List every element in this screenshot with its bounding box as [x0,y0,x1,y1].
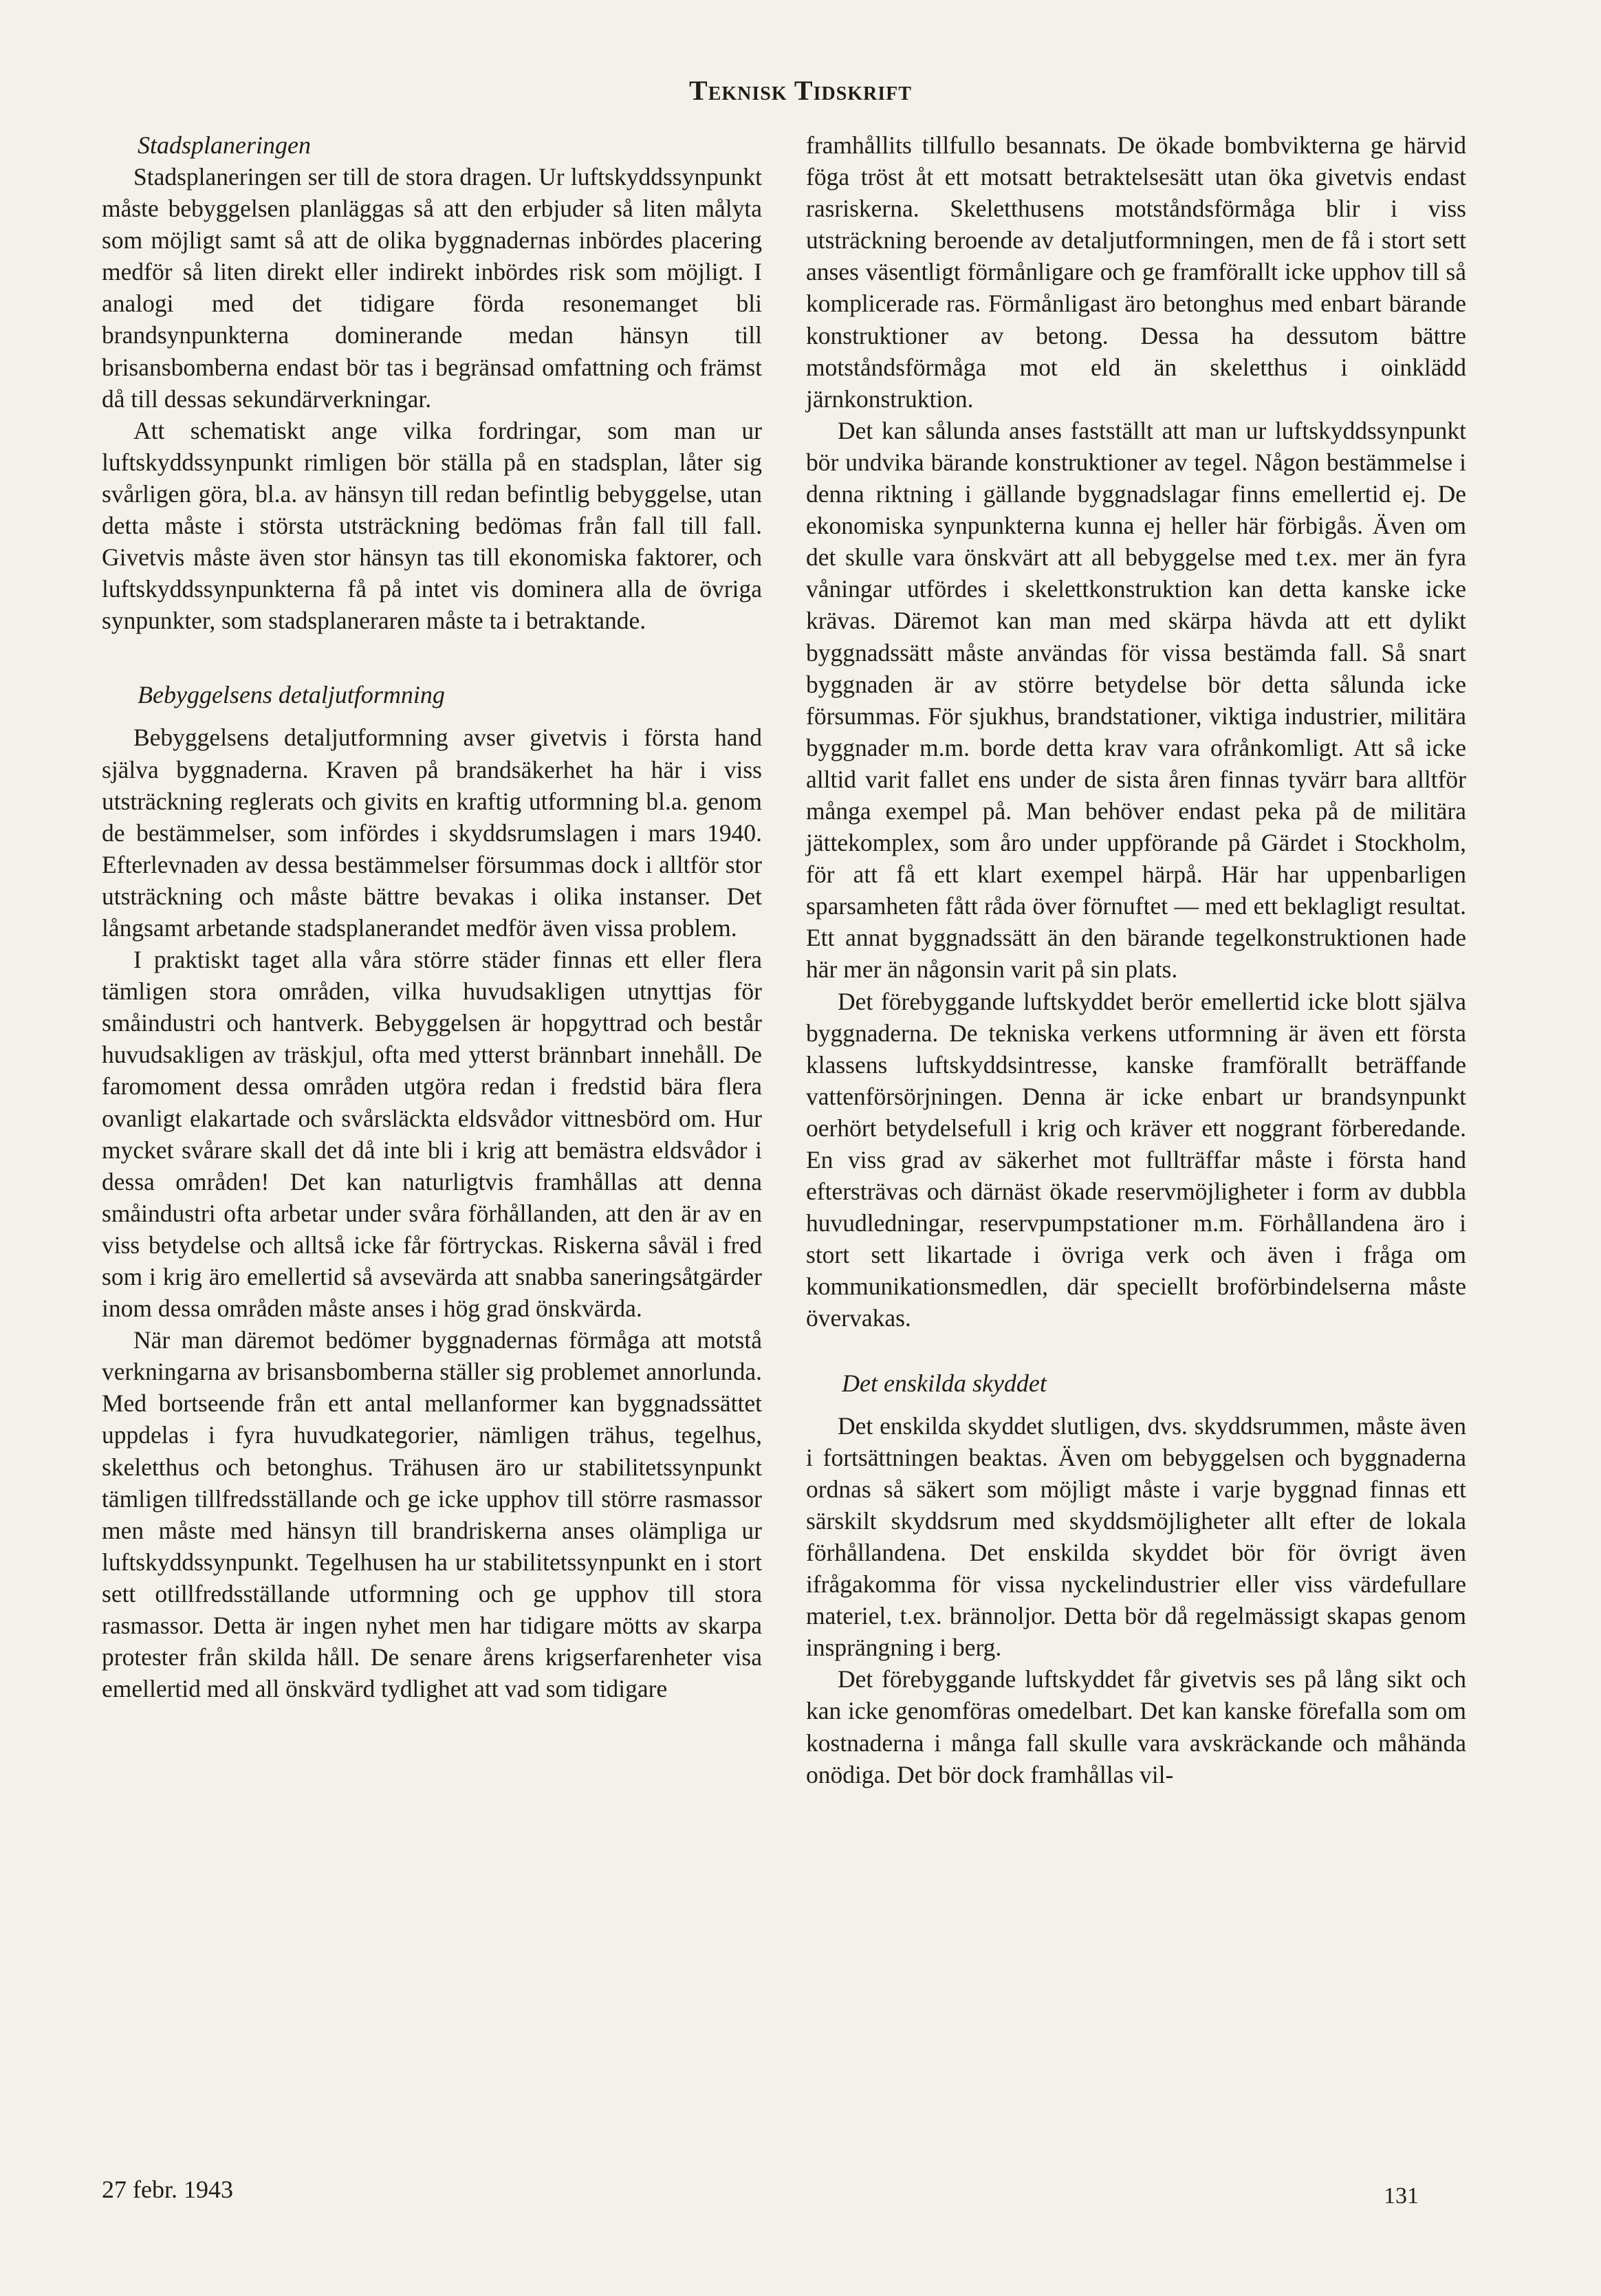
paragraph: I praktiskt taget alla våra större städer finnas ett eller flera tämligen stora områden, vilka huvudsakligen utnyttjas för småindustri och hantverk. Bebyggelsen är hopgyttrad och består huvudsakligen av träskjul, ofta med ytterst brännbart innehåll. De faromoment dessa områden utgöra redan i fredstid bära flera ovanligt elakartade och svårsläckta eldsvådor vittnesbörd om. Hur mycket svårare skall det då inte bli i krig att bemästra eldsvådor i dessa områden! Det kan naturligtvis framhållas att denna småindustri ofta arbetar under svåra förhållanden, att den är av en viss betydelse och alltså icke får förtryckas. Riskerna såväl i fred som i krig äro emellertid så avsevärda att snabba saneringsåtgärder inom dessa områden måste anses i hög grad önskvärda. [102,946,762,1323]
paragraph: Det enskilda skyddet slutligen, dvs. skyddsrummen, måste även i fortsättningen beaktas. Även om bebyggelsen och byggnaderna ordnas så säkert som möjligt måste i varje byggnad finnas ett särskilt skyddsrum med skyddsmöjligheter allt efter de lokala förhållandena. Det enskilda skyddet bör för övrigt även ifrågakomma för vissa nyckelindustrier eller viss värdefullare materiel, t.ex. brännoljor. Detta bör då regelmässigt skapas genom insprängning i berg. [806,1411,1466,1662]
paragraph: Bebyggelsens detaljutformning avser givetvis i första hand själva byggnaderna. Kraven på brandsäkerhet ha här i viss utsträckning reglerats och givits en kraftig utformning bl.a. genom de bestämmelser, som infördes i skyddsrumslagen i mars 1940. Efterlevnaden av dessa bestämmelser försummas dock i alltför stor utsträckning och måste bättre bevakas i olika instanser. Det långsamt arbetande stadsplanerandet medför även vissa problem. [102,724,762,942]
section-heading-stadsplaneringen: Stadsplaneringen [138,131,311,159]
paragraph: framhållits tillfullo besannats. De ökade bombvikterna ge härvid föga tröst åt ett motsatt betraktelsesätt utan öka givetvis endast rasriskerna. Skeletthusens motståndsförmåga blir i viss utsträckning beroende av detaljutformningen, men de få i stort sett anses väsentligt förmånligare och ge framförallt icke upphov till så komplicerade ras. Förmånligast äro betonghus med enbart bärande konstruktioner av betong. Dessa ha dessutom bättre motståndsförmåga mot eld än skeletthus i oinklädd järnkonstruktion. [806,131,1466,413]
journal-masthead: Teknisk Tidskrift [689,75,912,106]
paragraph: Det förebyggande luftskyddet får givetvis ses på lång sikt och kan icke genomföras omedelbart. Det kan kanske förefalla som om kostnaderna i många fall skulle vara avskräckande och måhända onödiga. Det bör dock framhållas vil- [806,1665,1466,1788]
left-column [102,129,762,1704]
right-column [806,129,1466,1790]
page-number: 131 [1384,2183,1419,2209]
section-heading-enskilda-skyddet: Det enskilda skyddet [842,1369,1047,1397]
section-heading-detaljutformning: Bebyggelsens detaljutformning [138,681,445,709]
issue-date: 27 febr. 1943 [102,2176,233,2203]
paragraph: Att schematiskt ange vilka fordringar, som man ur luftskyddssynpunkt rimligen bör ställa på en stadsplan, låter sig svårligen göra, bl.a. av hänsyn till redan befintlig bebyggelse, utan detta måste i största utsträckning bedömas från fall till fall. Givetvis måste även stor hänsyn tas till ekonomiska faktorer, och luftskyddssynpunkterna få på intet vis dominera alla de övriga synpunkter, som stadsplaneraren måste ta i betraktande. [102,416,762,635]
paragraph: Det förebyggande luftskyddet berör emellertid icke blott själva byggnaderna. De tekniska verkens utformning är även ett första klassens luftskyddsintresse, kanske framförallt beträffande vattenförsörjningen. Denna är icke enbart ur brandsynpunkt oerhört betydelsefull i krig och kräver ett noggrant förberedande. En viss grad av säkerhet mot fullträffar måste i första hand eftersträvas och därnäst ökade reservmöjligheter i form av dubbla huvudledningar, reservpumpstationer m.m. Förhållandena äro i stort sett likartade i övriga verk och även i fråga om kommunikationsmedlen, där speciellt broförbindelserna måste övervakas. [806,987,1466,1332]
paragraph: Det kan sålunda anses fastställt att man ur luftskyddssynpunkt bör undvika bärande konstruktioner av tegel. Någon bestämmelse i denna riktning i gällande byggnadslagar finns emellertid ej. De ekonomiska synpunkterna kunna ej heller här förbigås. Även om det skulle vara önskvärt att all bebyggelse med t.ex. mer än fyra våningar utfördes i skelettkonstruktion kan detta kanske icke krävas. Däremot kan man med skärpa hävda att ett dylikt byggnadssätt måste användas för vissa bestämda fall. Så snart byggnaden är av större betydelse bör detta sålunda icke försummas. För sjukhus, brandstationer, viktiga industrier, militära byggnader m.m. borde detta krav vara ofrånkomligt. Att så icke alltid varit fallet ens under de sista åren finnas tyvärr bara alltför många exempel på. Man behöver endast peka på de militära jättekomplex, som åro under uppförande på Gärdet i Stockholm, för att få ett klart exempel härpå. Här har uppenbarligen sparsamheten fått råda över förnuftet — med ett beklagligt resultat. Ett annat byggnadssätt än den bärande tegelkonstruktionen hade här mer än någonsin varit på sin plats. [806,416,1466,984]
paragraph: Stadsplaneringen ser till de stora dragen. Ur luftskyddssynpunkt måste bebyggelsen planläggas så att den erbjuder så liten målyta som möjligt samt så att de olika byggnadernas inbördes placering medför så liten direkt eller indirekt inbördes risk som möjligt. I analogi med det tidigare förda resonemanget bli brandsynpunkterna dominerande medan hänsyn till brisansbomberna endast bör tas i begränsad omfattning och främst då till dessas sekundärverkningar. [102,163,762,413]
paragraph: När man däremot bedömer byggnadernas förmåga att motstå verkningarna av brisansbomberna ställer sig problemet annorlunda. Med bortseende från ett antal mellanformer kan byggnadssättet uppdelas i fyra huvudkategorier, nämligen trähus, tegelhus, skeletthus och betonghus. Trähusen äro ur stabilitetssynpunkt tämligen tillfredsställande och ge icke upphov till större rasmassor men måste med hänsyn till brandriskerna anses olämpliga ur luftskyddssynpunkt. Tegelhusen ha ur stabilitetssynpunkt en i stort sett otillfredsställande utformning och ge upphov till stora rasmassor. Detta är ingen nyhet men har tidigare mötts av skarpa protester från skilda håll. De senare årens krigserfarenheter visa emellertid med all önskvärd tydlighet att vad som tidigare [102,1326,762,1703]
